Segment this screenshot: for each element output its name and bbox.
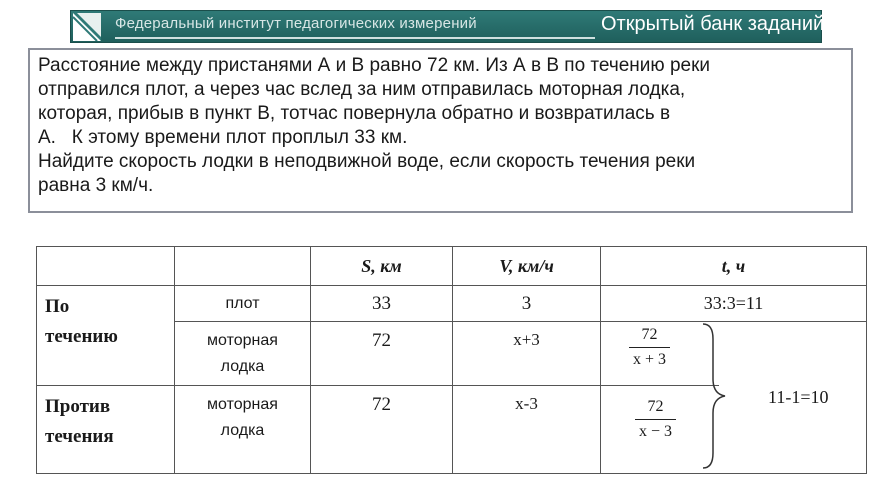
object-line: лодка [220, 358, 265, 375]
problem-line: Найдите скорость лодки в неподвижной воде, если скорость течения реки [38, 151, 696, 172]
fraction-numerator: 72 [647, 398, 664, 415]
header-empty-1 [37, 247, 175, 286]
problem-statement [28, 48, 853, 213]
boat-up-distance: 72 [311, 386, 453, 474]
fraction-upstream [635, 398, 676, 441]
boat-down-distance: 72 [311, 322, 453, 386]
raft-time: 33:3=11 [601, 286, 867, 322]
raft-speed: 3 [453, 286, 601, 322]
row-label-line: течению [45, 326, 118, 347]
header-speed: V, км/ч [453, 247, 601, 286]
banner-title: Открытый банк заданий ОГЭ [601, 13, 871, 35]
problem-line: А. К этому времени плот проплыл 33 км. [38, 127, 408, 148]
boat-up-time [601, 386, 719, 474]
problem-line: Расстояние между пристанями А и В равно 72 км. Из А в В по течению реки [38, 55, 711, 76]
fraction-bar [629, 347, 670, 348]
object-line: моторная [207, 396, 278, 413]
row-label-downstream [37, 286, 175, 386]
time-sum: 11-1=10 [768, 387, 829, 407]
solution-table [36, 246, 867, 474]
header-empty-2 [175, 247, 311, 286]
problem-line: отправился плот, а через час вслед за ним отправилась моторная лодка, [38, 79, 686, 100]
fraction-numerator: 72 [641, 326, 658, 343]
object-boat-upstream [175, 386, 311, 474]
row-label-upstream [37, 386, 175, 474]
problem-line: которая, прибыв в пункт В, тотчас повернула обратно и возвратилась в [38, 103, 671, 124]
header-distance: S, км [311, 247, 453, 286]
row-label-line: течения [45, 426, 114, 447]
header-time: t, ч [601, 247, 867, 286]
row-label-line: По [45, 296, 70, 317]
time-sum-cell [719, 322, 867, 474]
boat-up-speed: x-3 [453, 386, 601, 474]
fraction-bar [635, 419, 676, 420]
banner-underline [115, 37, 595, 39]
object-raft: плот [175, 286, 311, 322]
object-line: лодка [220, 422, 265, 439]
fraction-denominator: x − 3 [639, 423, 673, 440]
fraction-downstream [629, 326, 670, 369]
row-label-line: Против [45, 396, 111, 417]
raft-distance: 33 [311, 286, 453, 322]
boat-down-speed: x+3 [453, 322, 601, 386]
banner-institute-name: Федеральный институт педагогических измерений [115, 15, 477, 32]
object-boat-downstream [175, 322, 311, 386]
object-line: моторная [207, 332, 278, 349]
fraction-denominator: x + 3 [633, 351, 667, 368]
header-banner [70, 10, 871, 43]
problem-line: равна 3 км/ч. [38, 175, 154, 196]
fipi-logo-icon [73, 13, 101, 41]
